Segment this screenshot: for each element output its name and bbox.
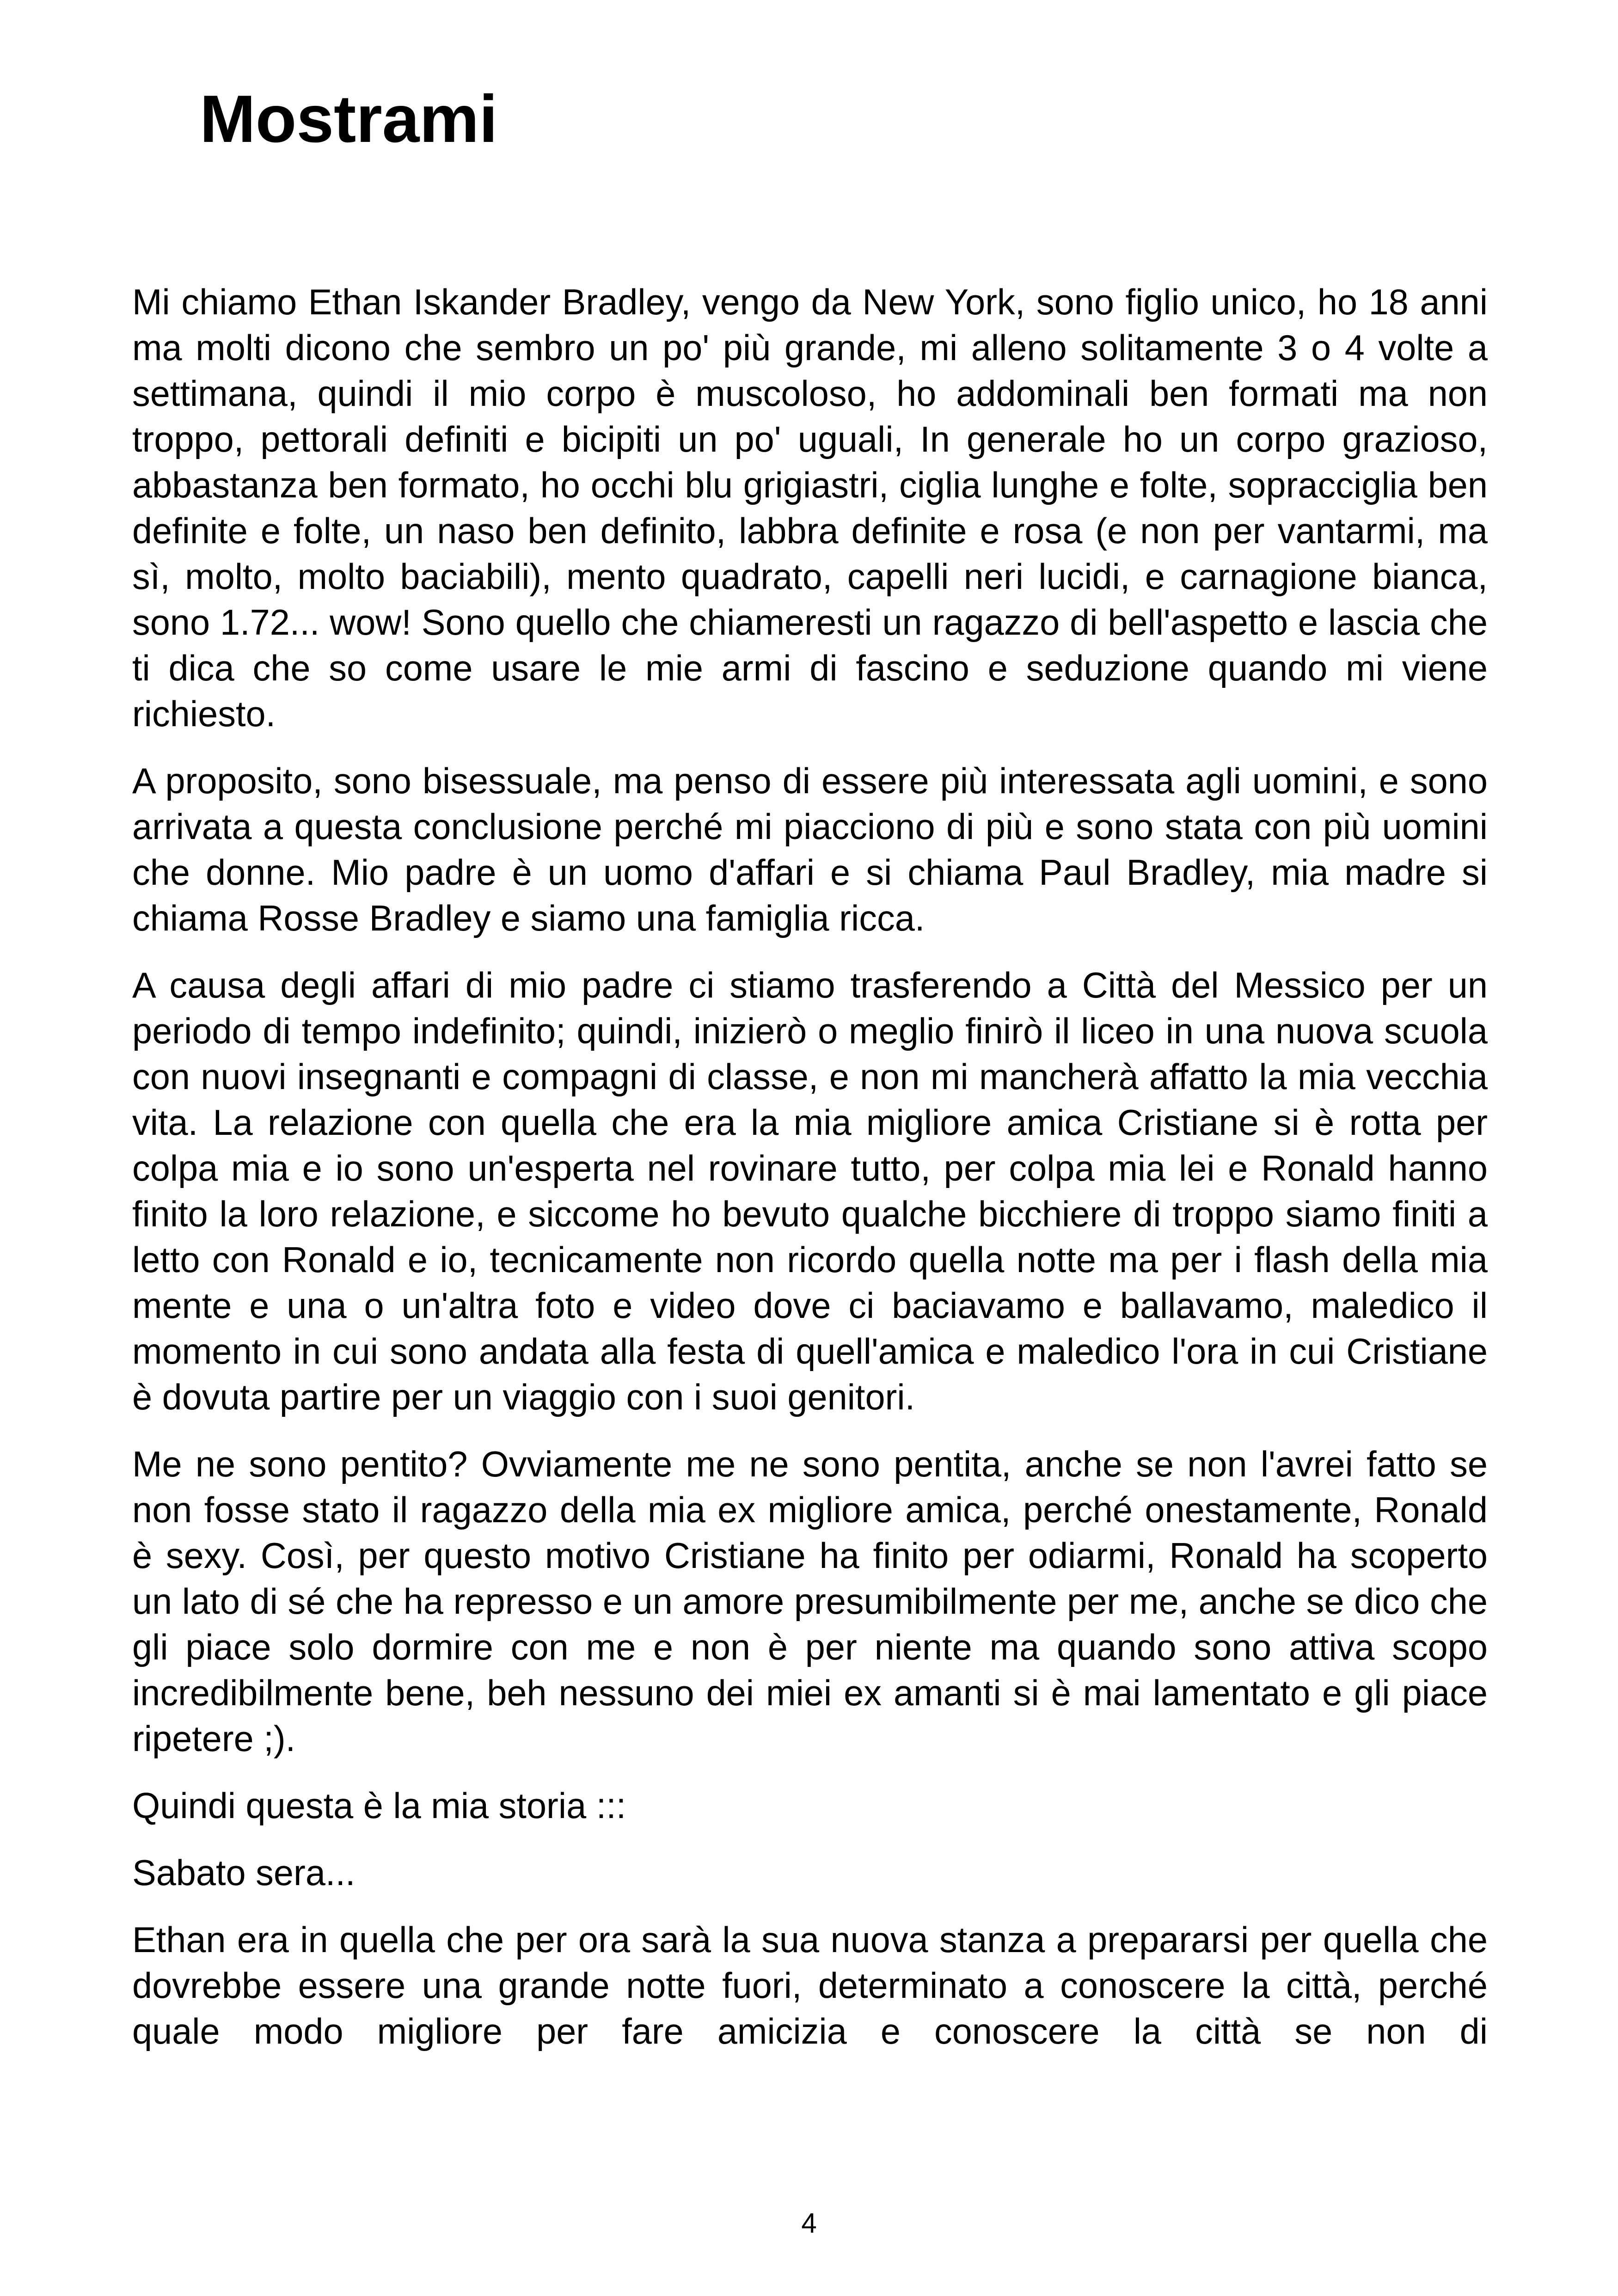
paragraph-saturday: Sabato sera... (132, 1853, 355, 1893)
paragraph-family: A proposito, sono bisessuale, ma penso di essere più interessata agli uomini, e sono arrivata a questa conclusione perché mi piacciono di più e sono stata con più uomini che donne. Mio padre è un uomo d'affari e si chiama Paul Bradley, mia madre si chiama Rosse Bradley e siamo una famiglia ricca. (132, 761, 1488, 938)
page-title: Mostrami (200, 81, 498, 156)
paragraph-regret: Me ne sono pentito? Ovviamente me ne sono pentita, anche se non l'avrei fatto se non fosse stato il ragazzo della mia ex migliore amica, perché onestamente, Ronald è sexy. Così, per questo motivo Cristiane ha finito per odiarmi, Ronald ha scoperto un lato di sé che ha represso e un amore presumibilmente per me, anche se dico che gli piace solo dormire con me e non è per niente ma quando sono attiva scopo incredibilmente bene, beh nessuno dei miei ex amanti si è mai lamentato e gli piace ripetere ;). (132, 1445, 1488, 1759)
paragraph-ethan: Ethan era in quella che per ora sarà la sua nuova stanza a prepararsi per quella che dovrebbe essere una grande notte fuori, determinato a conoscere la città, perché quale modo migliore per fare amicizia e conoscere la città se non di (132, 1920, 1488, 2051)
paragraph-move: A causa degli affari di mio padre ci stiamo trasferendo a Città del Messico per un periodo di tempo indefinito; quindi, inizierò o meglio finirò il liceo in una nuova scuola con nuovi insegnanti e compagni di classe, e non mi mancherà affatto la mia vecchia vita. La relazione con quella che era la mia migliore amica Cristiane si è rotta per colpa mia e io sono un'esperta nel rovinare tutto, per colpa mia lei e Ronald hanno finito la loro relazione, e siccome ho bevuto qualche bicchiere di troppo siamo finiti a letto con Ronald e io, tecnicamente non ricordo quella notte ma per i flash della mia mente e una o un'altra foto e video dove ci baciavamo e ballavamo, maledico il momento in cui sono andata alla festa di quell'amica e maledico l'ora in cui Cristiane è dovuta partire per un viaggio con i suoi genitori. (132, 966, 1488, 1417)
paragraph-introduction: Mi chiamo Ethan Iskander Bradley, vengo da New York, sono figlio unico, ho 18 anni ma molti dicono che sembro un po' più grande, mi alleno solitamente 3 o 4 volte a settimana, quindi il mio corpo è muscoloso, ho addominali ben formati ma non troppo, pettorali definiti e bicipiti un po' uguali, In generale ho un corpo grazioso, abbastanza ben formato, ho occhi blu grigiastri, ciglia lunghe e folte, sopracciglia ben definite e folte, un naso ben definito, labbra definite e rosa (e non per vantarmi, ma sì, molto, molto baciabili), mento quadrato, capelli neri lucidi, e carnagione bianca, sono 1.72... wow! Sono quello che chiameresti un ragazzo di bell'aspetto e lascia che ti dica che so come usare le mie armi di fascino e seduzione quando mi viene richiesto. (132, 282, 1488, 734)
page-number: 4 (801, 2208, 817, 2239)
paragraph-story: Quindi questa è la mia storia ::: (132, 1786, 626, 1826)
body-text (132, 280, 1488, 2076)
